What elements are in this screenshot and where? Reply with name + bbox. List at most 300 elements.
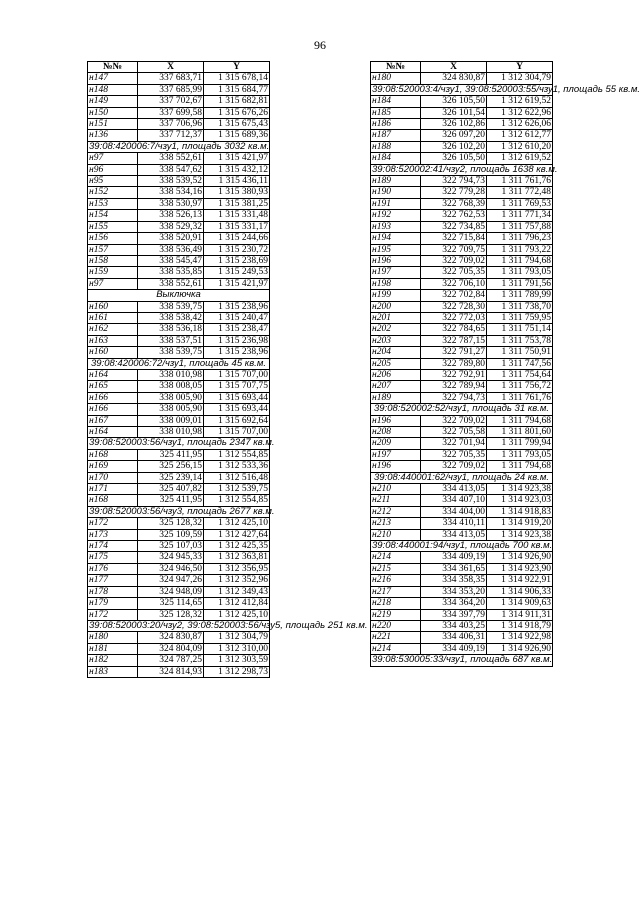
point-id-cell: н176 xyxy=(88,563,138,574)
x-coordinate-cell: 334 409,19 xyxy=(421,552,487,563)
coordinates-table-left xyxy=(87,61,368,678)
x-coordinate-cell: 322 702,84 xyxy=(421,290,487,301)
section-heading: 39:08:520002:41/чзу2, площадь 1638 кв.м. xyxy=(372,163,558,175)
point-id-cell: н170 xyxy=(88,472,138,483)
point-id-cell: н153 xyxy=(88,198,138,209)
point-id-cell: н213 xyxy=(371,518,421,529)
table-row xyxy=(88,255,270,266)
y-coordinate-cell: 1 315 675,43 xyxy=(204,119,270,130)
y-coordinate-cell: 1 311 750,91 xyxy=(487,347,553,358)
x-coordinate-cell: 338 520,91 xyxy=(138,233,204,244)
table-row xyxy=(371,552,553,563)
point-id-cell: н188 xyxy=(371,141,421,152)
x-coordinate-cell: 325 239,14 xyxy=(138,472,204,483)
y-coordinate-cell: 1 312 304,79 xyxy=(487,73,553,84)
table-row xyxy=(371,255,553,266)
section-row xyxy=(88,358,270,369)
x-coordinate-cell: 338 530,97 xyxy=(138,198,204,209)
table-row xyxy=(88,130,270,141)
point-id-cell: н166 xyxy=(88,392,138,403)
table-row xyxy=(371,278,553,289)
x-coordinate-cell: 325 411,95 xyxy=(138,495,204,506)
column-header-number: №№ xyxy=(371,62,421,73)
x-coordinate-cell: 334 413,05 xyxy=(421,484,487,495)
x-coordinate-cell: 338 010,98 xyxy=(138,427,204,438)
x-coordinate-cell: 338 536,18 xyxy=(138,324,204,335)
x-coordinate-cell: 334 403,25 xyxy=(421,620,487,631)
table-row xyxy=(88,164,270,175)
y-coordinate-cell: 1 311 794,68 xyxy=(487,415,553,426)
x-coordinate-cell: 338 552,61 xyxy=(138,278,204,289)
point-id-cell: н206 xyxy=(371,369,421,380)
y-coordinate-cell: 1 315 682,81 xyxy=(204,96,270,107)
point-id-cell: н208 xyxy=(371,427,421,438)
section-heading: 39:08:420006:7/чзу1, площадь 3032 кв.м. xyxy=(89,140,270,152)
point-id-cell: н198 xyxy=(371,278,421,289)
table-row xyxy=(88,198,270,209)
x-coordinate-cell: 322 705,35 xyxy=(421,267,487,278)
table-row xyxy=(88,541,270,552)
x-coordinate-cell: 322 794,73 xyxy=(421,392,487,403)
table-row xyxy=(88,73,270,84)
x-coordinate-cell: 338 536,49 xyxy=(138,244,204,255)
y-coordinate-cell: 1 311 759,95 xyxy=(487,312,553,323)
x-coordinate-cell: 338 539,52 xyxy=(138,176,204,187)
x-coordinate-cell: 338 539,75 xyxy=(138,301,204,312)
point-id-cell: н190 xyxy=(371,187,421,198)
point-id-cell: н217 xyxy=(371,586,421,597)
x-coordinate-cell: 337 685,99 xyxy=(138,84,204,95)
table-row xyxy=(371,73,553,84)
point-id-cell: н167 xyxy=(88,415,138,426)
table-row xyxy=(88,221,270,232)
y-coordinate-cell: 1 311 793,05 xyxy=(487,267,553,278)
y-coordinate-cell: 1 315 432,12 xyxy=(204,164,270,175)
x-coordinate-cell: 325 256,15 xyxy=(138,461,204,472)
table-row xyxy=(88,84,270,95)
point-id-cell: н191 xyxy=(371,198,421,209)
section-heading: 39:08:520003:20/чзу2, 39:08:520003:56/чзу5, площадь 251 кв.м. xyxy=(89,619,368,631)
point-id-cell: н173 xyxy=(88,529,138,540)
table-row xyxy=(88,96,270,107)
table-row xyxy=(88,347,270,358)
table-row xyxy=(371,529,553,540)
table-row xyxy=(88,427,270,438)
y-coordinate-cell: 1 311 791,56 xyxy=(487,278,553,289)
y-coordinate-cell: 1 314 922,98 xyxy=(487,632,553,643)
x-coordinate-cell: 338 005,90 xyxy=(138,404,204,415)
point-id-cell: н97 xyxy=(88,278,138,289)
table-row xyxy=(88,278,270,289)
x-coordinate-cell: 324 946,50 xyxy=(138,563,204,574)
table-row xyxy=(371,586,553,597)
column-header-number: №№ xyxy=(88,62,138,73)
table-row xyxy=(88,107,270,118)
point-id-cell: н196 xyxy=(371,415,421,426)
table-row xyxy=(88,472,270,483)
y-coordinate-cell: 1 312 310,00 xyxy=(204,643,270,654)
section-row xyxy=(88,506,270,517)
x-coordinate-cell: 322 791,27 xyxy=(421,347,487,358)
x-coordinate-cell: 326 101,54 xyxy=(421,107,487,118)
point-id-cell: н199 xyxy=(371,290,421,301)
table-row xyxy=(88,233,270,244)
point-id-cell: н192 xyxy=(371,210,421,221)
table-row xyxy=(371,598,553,609)
x-coordinate-cell: 337 683,71 xyxy=(138,73,204,84)
x-coordinate-cell: 338 538,42 xyxy=(138,312,204,323)
x-coordinate-cell: 325 109,59 xyxy=(138,529,204,540)
point-id-cell: н196 xyxy=(371,255,421,266)
column-header-x: X xyxy=(421,62,487,73)
y-coordinate-cell: 1 311 794,68 xyxy=(487,461,553,472)
point-id-cell: н151 xyxy=(88,119,138,130)
point-id-cell: н168 xyxy=(88,449,138,460)
point-id-cell: н181 xyxy=(88,643,138,654)
column-header-y: Y xyxy=(204,62,270,73)
section-row xyxy=(371,541,553,552)
table-row xyxy=(371,107,553,118)
point-id-cell: н154 xyxy=(88,210,138,221)
point-id-cell: н165 xyxy=(88,381,138,392)
point-id-cell: н210 xyxy=(371,529,421,540)
table-row xyxy=(371,233,553,244)
point-id-cell: н150 xyxy=(88,107,138,118)
point-id-cell: н159 xyxy=(88,267,138,278)
point-id-cell: н157 xyxy=(88,244,138,255)
y-coordinate-cell: 1 314 923,03 xyxy=(487,495,553,506)
section-heading: Выключка xyxy=(88,290,270,301)
x-coordinate-cell: 338 537,51 xyxy=(138,335,204,346)
y-coordinate-cell: 1 312 304,79 xyxy=(204,632,270,643)
x-coordinate-cell: 325 107,03 xyxy=(138,541,204,552)
table-row xyxy=(88,598,270,609)
table-row xyxy=(88,267,270,278)
y-coordinate-cell: 1 315 693,44 xyxy=(204,392,270,403)
table-row xyxy=(88,415,270,426)
y-coordinate-cell: 1 315 238,96 xyxy=(204,347,270,358)
table-row xyxy=(88,484,270,495)
y-coordinate-cell: 1 312 425,10 xyxy=(204,609,270,620)
point-id-cell: н193 xyxy=(371,221,421,232)
table-row xyxy=(371,381,553,392)
point-id-cell: н178 xyxy=(88,586,138,597)
section-row xyxy=(371,655,553,666)
point-id-cell: н194 xyxy=(371,233,421,244)
page-number: 96 xyxy=(314,38,326,52)
table-row xyxy=(371,290,553,301)
point-id-cell: н156 xyxy=(88,233,138,244)
point-id-cell: н209 xyxy=(371,438,421,449)
y-coordinate-cell: 1 311 772,48 xyxy=(487,187,553,198)
y-coordinate-cell: 1 311 756,72 xyxy=(487,381,553,392)
point-id-cell: н174 xyxy=(88,541,138,552)
y-coordinate-cell: 1 311 738,70 xyxy=(487,301,553,312)
x-coordinate-cell: 334 409,19 xyxy=(421,643,487,654)
x-coordinate-cell: 322 734,85 xyxy=(421,221,487,232)
y-coordinate-cell: 1 312 516,48 xyxy=(204,472,270,483)
point-id-cell: н203 xyxy=(371,335,421,346)
x-coordinate-cell: 337 706,96 xyxy=(138,119,204,130)
table-row xyxy=(88,369,270,380)
x-coordinate-cell: 338 539,75 xyxy=(138,347,204,358)
column-header-y: Y xyxy=(487,62,553,73)
x-coordinate-cell: 324 830,87 xyxy=(138,632,204,643)
table-row xyxy=(88,187,270,198)
table-row xyxy=(88,552,270,563)
y-coordinate-cell: 1 314 911,31 xyxy=(487,609,553,620)
y-coordinate-cell: 1 312 427,64 xyxy=(204,529,270,540)
table-row xyxy=(88,335,270,346)
point-id-cell: н186 xyxy=(371,119,421,130)
section-heading: 39:08:520003:56/чзу3, площадь 2677 кв.м. xyxy=(89,505,275,517)
coordinates-table-right xyxy=(370,61,640,667)
y-coordinate-cell: 1 312 626,06 xyxy=(487,119,553,130)
x-coordinate-cell: 324 830,87 xyxy=(421,73,487,84)
x-coordinate-cell: 337 699,58 xyxy=(138,107,204,118)
table-row xyxy=(88,119,270,130)
table-row xyxy=(88,518,270,529)
point-id-cell: н205 xyxy=(371,358,421,369)
y-coordinate-cell: 1 314 919,20 xyxy=(487,518,553,529)
x-coordinate-cell: 334 410,11 xyxy=(421,518,487,529)
column-header-x: X xyxy=(138,62,204,73)
point-id-cell: н189 xyxy=(371,392,421,403)
table-row xyxy=(88,495,270,506)
point-id-cell: н179 xyxy=(88,598,138,609)
y-coordinate-cell: 1 314 923,38 xyxy=(487,484,553,495)
x-coordinate-cell: 324 787,25 xyxy=(138,655,204,666)
section-heading: 39:08:520002:52/чзу1, площадь 31 кв.м. xyxy=(371,404,553,415)
point-id-cell: н196 xyxy=(371,461,421,472)
point-id-cell: н184 xyxy=(371,96,421,107)
point-id-cell: н210 xyxy=(371,484,421,495)
table-row xyxy=(88,449,270,460)
y-coordinate-cell: 1 311 771,34 xyxy=(487,210,553,221)
y-coordinate-cell: 1 311 753,78 xyxy=(487,335,553,346)
x-coordinate-cell: 324 814,93 xyxy=(138,666,204,677)
x-coordinate-cell: 326 097,20 xyxy=(421,130,487,141)
point-id-cell: н214 xyxy=(371,552,421,563)
table-row xyxy=(371,312,553,323)
point-id-cell: н96 xyxy=(88,164,138,175)
x-coordinate-cell: 337 712,37 xyxy=(138,130,204,141)
table-row xyxy=(371,461,553,472)
x-coordinate-cell: 334 358,35 xyxy=(421,575,487,586)
x-coordinate-cell: 322 762,53 xyxy=(421,210,487,221)
x-coordinate-cell: 326 105,50 xyxy=(421,96,487,107)
point-id-cell: н197 xyxy=(371,449,421,460)
x-coordinate-cell: 324 945,33 xyxy=(138,552,204,563)
point-id-cell: н166 xyxy=(88,404,138,415)
y-coordinate-cell: 1 311 761,76 xyxy=(487,176,553,187)
x-coordinate-cell: 322 784,65 xyxy=(421,324,487,335)
point-id-cell: н171 xyxy=(88,484,138,495)
y-coordinate-cell: 1 315 331,17 xyxy=(204,221,270,232)
table-row xyxy=(371,301,553,312)
table-row xyxy=(88,655,270,666)
table-row xyxy=(371,495,553,506)
x-coordinate-cell: 326 105,50 xyxy=(421,153,487,164)
y-coordinate-cell: 1 312 425,35 xyxy=(204,541,270,552)
point-id-cell: н160 xyxy=(88,347,138,358)
y-coordinate-cell: 1 312 554,85 xyxy=(204,495,270,506)
point-id-cell: н161 xyxy=(88,312,138,323)
table-row xyxy=(88,312,270,323)
y-coordinate-cell: 1 315 707,75 xyxy=(204,381,270,392)
y-coordinate-cell: 1 315 707,00 xyxy=(204,369,270,380)
table-row xyxy=(371,347,553,358)
table-row xyxy=(371,176,553,187)
table-row xyxy=(371,119,553,130)
table-row xyxy=(88,301,270,312)
y-coordinate-cell: 1 314 906,33 xyxy=(487,586,553,597)
y-coordinate-cell: 1 312 412,84 xyxy=(204,598,270,609)
x-coordinate-cell: 338 009,01 xyxy=(138,415,204,426)
y-coordinate-cell: 1 312 363,81 xyxy=(204,552,270,563)
point-id-cell: н218 xyxy=(371,598,421,609)
y-coordinate-cell: 1 312 298,73 xyxy=(204,666,270,677)
point-id-cell: н219 xyxy=(371,609,421,620)
x-coordinate-cell: 322 709,02 xyxy=(421,255,487,266)
y-coordinate-cell: 1 311 793,22 xyxy=(487,244,553,255)
y-coordinate-cell: 1 315 692,64 xyxy=(204,415,270,426)
x-coordinate-cell: 338 005,90 xyxy=(138,392,204,403)
y-coordinate-cell: 1 311 757,88 xyxy=(487,221,553,232)
table-row xyxy=(371,620,553,631)
x-coordinate-cell: 338 526,13 xyxy=(138,210,204,221)
y-coordinate-cell: 1 312 356,95 xyxy=(204,563,270,574)
x-coordinate-cell: 322 709,75 xyxy=(421,244,487,255)
x-coordinate-cell: 338 552,61 xyxy=(138,153,204,164)
y-coordinate-cell: 1 312 303,59 xyxy=(204,655,270,666)
point-id-cell: н175 xyxy=(88,552,138,563)
x-coordinate-cell: 322 705,35 xyxy=(421,449,487,460)
y-coordinate-cell: 1 315 331,48 xyxy=(204,210,270,221)
y-coordinate-cell: 1 315 381,25 xyxy=(204,198,270,209)
y-coordinate-cell: 1 315 707,00 xyxy=(204,427,270,438)
y-coordinate-cell: 1 314 922,91 xyxy=(487,575,553,586)
x-coordinate-cell: 322 779,28 xyxy=(421,187,487,198)
y-coordinate-cell: 1 315 238,96 xyxy=(204,301,270,312)
y-coordinate-cell: 1 311 796,23 xyxy=(487,233,553,244)
y-coordinate-cell: 1 315 244,66 xyxy=(204,233,270,244)
y-coordinate-cell: 1 315 240,47 xyxy=(204,312,270,323)
table-row xyxy=(371,221,553,232)
point-id-cell: н172 xyxy=(88,518,138,529)
table-row xyxy=(88,381,270,392)
table-row xyxy=(371,392,553,403)
y-coordinate-cell: 1 315 436,11 xyxy=(204,176,270,187)
table-row xyxy=(371,141,553,152)
point-id-cell: н215 xyxy=(371,563,421,574)
table-row xyxy=(371,643,553,654)
point-id-cell: н180 xyxy=(88,632,138,643)
point-id-cell: н180 xyxy=(371,73,421,84)
table-row xyxy=(371,267,553,278)
y-coordinate-cell: 1 314 923,90 xyxy=(487,563,553,574)
point-id-cell: н189 xyxy=(371,176,421,187)
x-coordinate-cell: 322 728,30 xyxy=(421,301,487,312)
point-id-cell: н182 xyxy=(88,655,138,666)
point-id-cell: н207 xyxy=(371,381,421,392)
x-coordinate-cell: 338 529,32 xyxy=(138,221,204,232)
table-row xyxy=(88,666,270,677)
section-heading: 39:08:530005:33/чзу1, площадь 687 кв.м. xyxy=(372,654,553,666)
point-id-cell: н214 xyxy=(371,643,421,654)
x-coordinate-cell: 322 709,02 xyxy=(421,461,487,472)
y-coordinate-cell: 1 312 622,96 xyxy=(487,107,553,118)
point-id-cell: н212 xyxy=(371,506,421,517)
x-coordinate-cell: 325 114,65 xyxy=(138,598,204,609)
point-id-cell: н149 xyxy=(88,96,138,107)
point-id-cell: н216 xyxy=(371,575,421,586)
section-row xyxy=(371,472,553,483)
x-coordinate-cell: 325 128,32 xyxy=(138,609,204,620)
section-row xyxy=(88,620,270,631)
section-heading: 39:08:420006:72/чзу1, площадь 45 кв.м. xyxy=(88,358,270,369)
table-row xyxy=(88,632,270,643)
table-row xyxy=(371,427,553,438)
table-row xyxy=(371,484,553,495)
table-row xyxy=(371,210,553,221)
x-coordinate-cell: 334 361,65 xyxy=(421,563,487,574)
section-row xyxy=(371,404,553,415)
table-row xyxy=(371,575,553,586)
y-coordinate-cell: 1 315 238,69 xyxy=(204,255,270,266)
x-coordinate-cell: 338 008,05 xyxy=(138,381,204,392)
y-coordinate-cell: 1 315 249,53 xyxy=(204,267,270,278)
x-coordinate-cell: 338 545,47 xyxy=(138,255,204,266)
y-coordinate-cell: 1 315 380,93 xyxy=(204,187,270,198)
table-row xyxy=(371,244,553,255)
point-id-cell: н211 xyxy=(371,495,421,506)
y-coordinate-cell: 1 315 421,97 xyxy=(204,153,270,164)
section-row xyxy=(371,84,553,95)
table-row xyxy=(88,324,270,335)
x-coordinate-cell: 322 701,94 xyxy=(421,438,487,449)
x-coordinate-cell: 322 789,80 xyxy=(421,358,487,369)
y-coordinate-cell: 1 311 793,05 xyxy=(487,449,553,460)
point-id-cell: н169 xyxy=(88,461,138,472)
y-coordinate-cell: 1 312 533,36 xyxy=(204,461,270,472)
table-row xyxy=(371,153,553,164)
x-coordinate-cell: 338 010,98 xyxy=(138,369,204,380)
x-coordinate-cell: 334 404,00 xyxy=(421,506,487,517)
table-row xyxy=(88,404,270,415)
table-row xyxy=(371,335,553,346)
point-id-cell: н204 xyxy=(371,347,421,358)
point-id-cell: н220 xyxy=(371,620,421,631)
table-row xyxy=(88,609,270,620)
x-coordinate-cell: 322 768,39 xyxy=(421,198,487,209)
x-coordinate-cell: 322 789,94 xyxy=(421,381,487,392)
x-coordinate-cell: 337 702,67 xyxy=(138,96,204,107)
y-coordinate-cell: 1 311 801,60 xyxy=(487,427,553,438)
section-heading: 39:08:440001:94/чзу1, площадь 700 кв.м. xyxy=(372,540,553,552)
y-coordinate-cell: 1 314 926,90 xyxy=(487,552,553,563)
point-id-cell: н168 xyxy=(88,495,138,506)
y-coordinate-cell: 1 314 918,83 xyxy=(487,506,553,517)
y-coordinate-cell: 1 312 539,75 xyxy=(204,484,270,495)
y-coordinate-cell: 1 314 926,90 xyxy=(487,643,553,654)
table-row xyxy=(88,643,270,654)
y-coordinate-cell: 1 312 619,52 xyxy=(487,96,553,107)
y-coordinate-cell: 1 312 349,43 xyxy=(204,586,270,597)
y-coordinate-cell: 1 314 923,38 xyxy=(487,529,553,540)
table-row xyxy=(88,176,270,187)
section-heading: 39:08:440001:62/чзу1, площадь 24 кв.м. xyxy=(371,472,553,483)
